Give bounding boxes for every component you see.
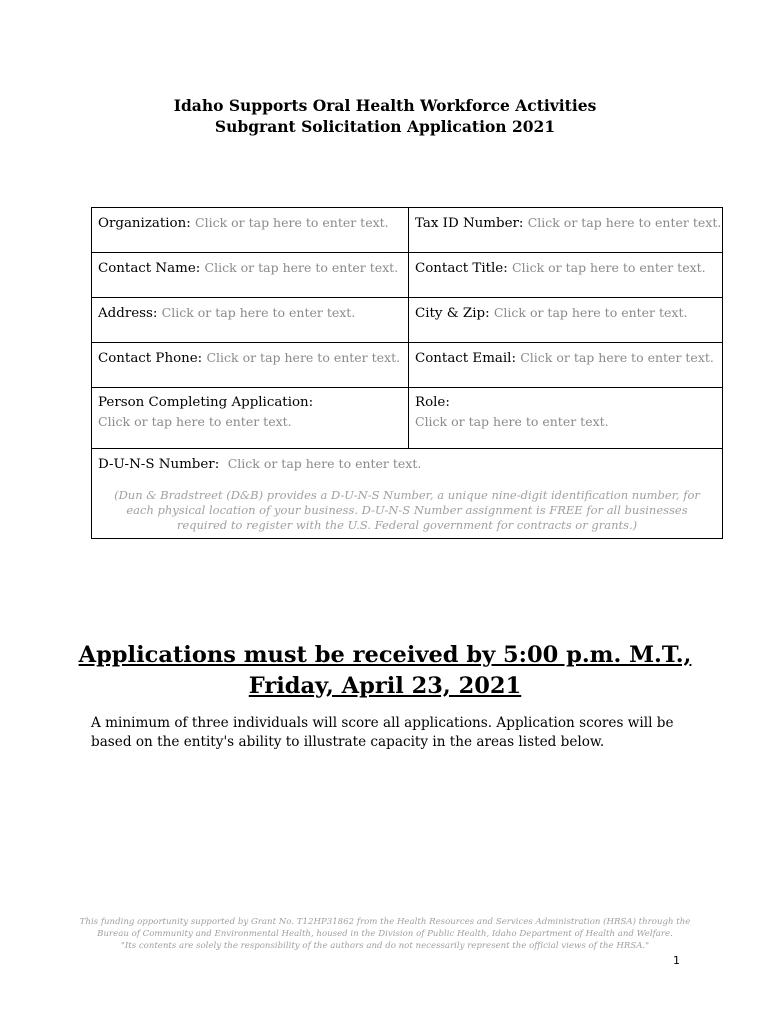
contact-name-label: Contact Name:	[98, 261, 201, 276]
form-row-contact	[92, 253, 723, 298]
duns-note: (Dun & Bradstreet (D&B) provides a D-U-N-S Number, a unique nine-digit identification number, for each physical location of your business. D-U-N-S Number assignment is FREE for all businesses required to register with the U.S. Federal government for contracts or grants.)	[114, 488, 700, 532]
contact-email-field[interactable]: Click or tap here to enter text.	[520, 350, 714, 365]
scoring-line-1: A minimum of three individuals will score all applications. Application scores will be	[91, 715, 674, 731]
person-completing-cell	[92, 388, 409, 449]
duns-field[interactable]: Click or tap here to enter text.	[227, 456, 422, 471]
contact-phone-field[interactable]: Click or tap here to enter text.	[206, 350, 401, 365]
deadline-line-1: Applications must be received by 5:00 p.m. M.T.,	[78, 642, 692, 668]
scoring-line-2: based on the entity's ability to illustrate capacity in the areas listed below.	[91, 734, 605, 750]
address-label: Address:	[98, 306, 158, 321]
person-completing-label: Person Completing Application:	[98, 395, 314, 410]
form-row-duns	[92, 449, 723, 539]
address-field[interactable]: Click or tap here to enter text.	[161, 305, 356, 320]
title-line-2: Subgrant Solicitation Application 2021	[214, 117, 556, 136]
page-number: 1	[673, 954, 680, 967]
contact-title-field[interactable]: Click or tap here to enter text.	[512, 260, 706, 275]
title-line-1: Idaho Supports Oral Health Workforce Activities	[173, 96, 597, 115]
footer-line-2: Bureau of Community and Environmental Health, housed in the Division of Public Health, Idaho Department of Health and Welfare.	[97, 929, 673, 939]
tax-id-cell	[409, 208, 723, 253]
contact-phone-label: Contact Phone:	[98, 351, 203, 366]
contact-title-label: Contact Title:	[415, 261, 508, 276]
person-completing-field[interactable]: Click or tap here to enter text.	[98, 414, 292, 429]
contact-title-cell	[409, 253, 723, 298]
form-row-address	[92, 298, 723, 343]
contact-email-cell	[409, 343, 723, 388]
organization-field[interactable]: Click or tap here to enter text.	[195, 215, 389, 230]
duns-label: D-U-N-S Number:	[98, 457, 220, 472]
city-zip-field[interactable]: Click or tap here to enter text.	[493, 305, 688, 320]
form-row-organization	[92, 208, 723, 253]
city-zip-cell	[409, 298, 723, 343]
funding-footer	[0, 916, 770, 952]
scoring-paragraph	[91, 714, 691, 752]
document-title	[0, 95, 770, 137]
form-row-phone-email	[92, 343, 723, 388]
role-field[interactable]: Click or tap here to enter text.	[415, 414, 609, 429]
organization-label: Organization:	[98, 216, 191, 231]
footer-line-3: "Its contents are solely the responsibility of the authors and do not necessarily represent the official views of the HRSA."	[120, 941, 650, 951]
form-row-person-role	[92, 388, 723, 449]
city-zip-label: City & Zip:	[415, 306, 490, 321]
footer-line-1: This funding opportunity supported by Grant No. T12HP31862 from the Health Resources and Services Administration (HRSA) through the	[79, 917, 691, 927]
contact-phone-cell	[92, 343, 409, 388]
deadline-heading	[0, 640, 770, 702]
organization-cell	[92, 208, 409, 253]
contact-email-label: Contact Email:	[415, 351, 516, 366]
contact-name-cell	[92, 253, 409, 298]
application-form-table	[91, 207, 723, 539]
tax-id-label: Tax ID Number:	[415, 216, 524, 231]
address-cell	[92, 298, 409, 343]
role-cell	[409, 388, 723, 449]
role-label: Role:	[415, 395, 450, 410]
duns-cell	[92, 449, 723, 539]
tax-id-field[interactable]: Click or tap here to enter text.	[527, 215, 722, 230]
deadline-line-2: Friday, April 23, 2021	[248, 673, 522, 699]
contact-name-field[interactable]: Click or tap here to enter text.	[204, 260, 399, 275]
